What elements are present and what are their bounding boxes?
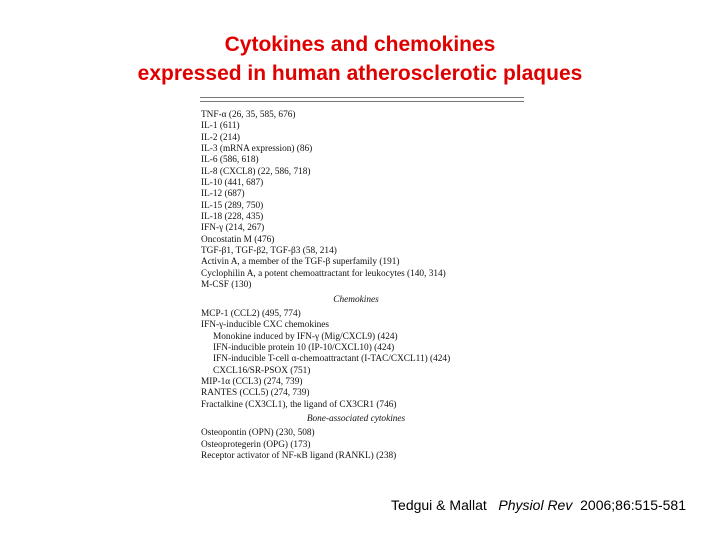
list-item: IL-12 (687) <box>201 189 245 200</box>
list-item: TGF-β1, TGF-β2, TGF-β3 (58, 214) <box>201 246 337 257</box>
list-item: RANTES (CCL5) (274, 739) <box>201 388 310 399</box>
list-item: Oncostatin M (476) <box>201 234 275 245</box>
cytokine-table <box>201 110 531 462</box>
list-item: Fractalkine (CX3CL1), the ligand of CX3CR1 (746) <box>201 399 397 410</box>
list-item: Cyclophilin A, a potent chemoattractant for leukocytes (140, 314) <box>201 268 446 279</box>
list-item: CXCL16/SR-PSOX (751) <box>213 365 311 376</box>
list-item: IFN-γ (214, 267) <box>201 223 265 234</box>
list-item: Activin A, a member of the TGF-β superfamily (191) <box>201 257 400 268</box>
list-item: IL-3 (mRNA expression) (86) <box>201 144 313 155</box>
list-item: TNF-α (26, 35, 585, 676) <box>201 110 296 120</box>
list-item: IFN-γ-inducible CXC chemokines <box>201 320 330 331</box>
list-item: MIP-1α (CCL3) (274, 739) <box>201 376 303 387</box>
list-item: Monokine induced by IFN-γ (Mig/CXCL9) (424) <box>213 331 398 342</box>
list-item: IL-1 (611) <box>201 121 240 132</box>
list-item: Osteoprotegerin (OPG) (173) <box>201 439 311 450</box>
list-item: MCP-1 (CCL2) (495, 774) <box>201 308 301 319</box>
table-top-rule-2 <box>200 101 524 102</box>
section-heading-chemokines: Chemokines <box>333 294 379 305</box>
citation <box>0 497 686 513</box>
list-item: IL-2 (214) <box>201 132 240 143</box>
list-item: IL-6 (586, 618) <box>201 155 259 166</box>
citation-journal: Physiol Rev <box>498 497 573 513</box>
list-item: Receptor activator of NF-κB ligand (RANKL) (238) <box>201 450 397 461</box>
list-item: IL-18 (228, 435) <box>201 212 264 223</box>
list-item: IL-15 (289, 750) <box>201 200 264 211</box>
list-item: M-CSF (130) <box>201 280 252 291</box>
section-heading-bone: Bone-associated cytokines <box>306 413 406 424</box>
table-top-rule <box>200 97 524 98</box>
list-item: IL-10 (441, 687) <box>201 178 264 189</box>
list-item: IL-8 (CXCL8) (22, 586, 718) <box>201 166 311 177</box>
list-item: IFN-inducible T-cell α-chemoattractant (I-TAC/CXCL11) (424) <box>213 354 451 365</box>
list-item: IFN-inducible protein 10 (IP-10/CXCL10) (424) <box>213 342 395 353</box>
list-item: Osteopontin (OPN) (230, 508) <box>201 428 315 439</box>
slide-title-line-1: Cytokines and chemokines <box>224 33 496 56</box>
slide-title-line-2: expressed in human atherosclerotic plaques <box>137 62 583 85</box>
citation-authors: Tedgui & Mallat <box>391 497 487 513</box>
citation-ref: 2006;86:515-581 <box>580 497 686 513</box>
